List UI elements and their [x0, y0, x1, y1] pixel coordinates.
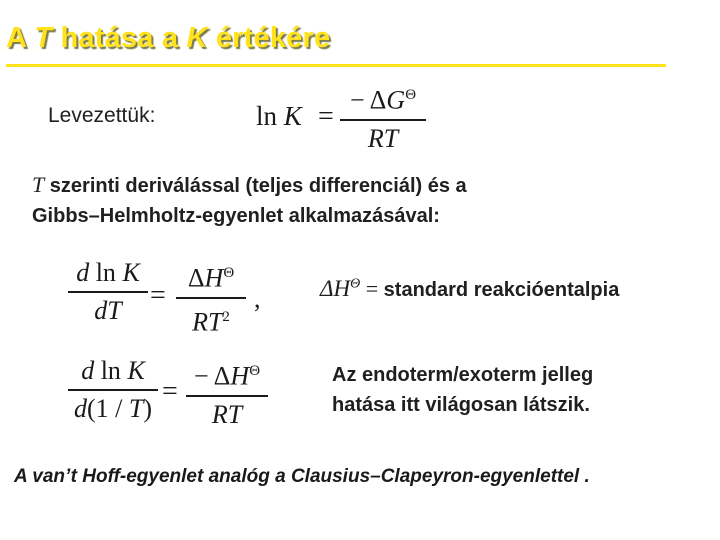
eq2-lhs-bar [68, 291, 148, 293]
endo-line2: hatása itt világosan látszik. [332, 394, 590, 416]
eq2-comma: , [254, 284, 261, 313]
eq3-rhs-fraction [186, 356, 268, 430]
deltaH-symbol: $\Delta H^\Theta$ [320, 276, 361, 301]
title-underline [6, 64, 666, 67]
endo-line1: Az endoterm/exoterm jelleg [332, 364, 594, 386]
derivation-paragraph [32, 170, 692, 231]
eq2-lhs-numerator: d ln K [76, 258, 140, 287]
eq3-equals: = [162, 376, 178, 407]
eq3-rhs-bar [186, 395, 268, 397]
eq2-rhs-denominator: $RT^2$ [192, 307, 230, 337]
eq2-lhs-fraction [68, 258, 148, 326]
deltaH-text: standard reakcióentalpia [383, 279, 620, 301]
title-text-2: hatása a [52, 22, 187, 54]
title-text-1: A [6, 22, 35, 54]
title-text-3: értékére [207, 22, 331, 54]
endo-exo-note [332, 360, 593, 420]
eq2-rhs-bar [176, 297, 246, 299]
eq2-equals: = [150, 280, 166, 311]
para-line1: szerinti deriválással (teljes differenciál) és a [44, 175, 467, 197]
eq3-lhs-fraction [68, 356, 158, 424]
eq2-rhs-numerator: $\Delta H^\Theta$ [187, 263, 235, 293]
slide-title [6, 22, 330, 55]
vant-hoff-note: A van’t Hoff-egyenlet analóg a Clausius–Clapeyron-egyenlettel . [14, 466, 590, 487]
eq3-lhs-denominator: d(1 / T) [73, 394, 153, 423]
eq3-lhs-numerator: d ln K [81, 356, 145, 385]
eq3-lhs-bar [68, 389, 158, 391]
deltaH-definition [320, 276, 619, 302]
eq1-fraction [340, 80, 426, 154]
levezettuk-label: Levezettük: [48, 104, 156, 127]
eq1-denominator: RT [367, 123, 399, 153]
para-T-var: T [32, 172, 45, 197]
para-line2: Gibbs–Helmholtz-egyenlet alkalmazásával: [32, 205, 440, 227]
eq2-lhs-denominator: dT [94, 296, 122, 325]
deltaH-equals: = [360, 276, 384, 301]
title-T-var: T [34, 22, 53, 54]
title-K-var: K [186, 22, 208, 54]
eq1-fraction-bar [340, 119, 426, 121]
eq3-rhs-denominator: RT [211, 399, 243, 429]
eq1-lhs: ln K [256, 101, 302, 131]
eq2-rhs-fraction [176, 258, 246, 337]
eq1-equals: = [318, 101, 334, 132]
eq3-rhs-numerator: − $\Delta H^\Theta$ [193, 361, 261, 391]
eq1-numerator: − $\Delta G^\Theta$ [349, 85, 417, 115]
